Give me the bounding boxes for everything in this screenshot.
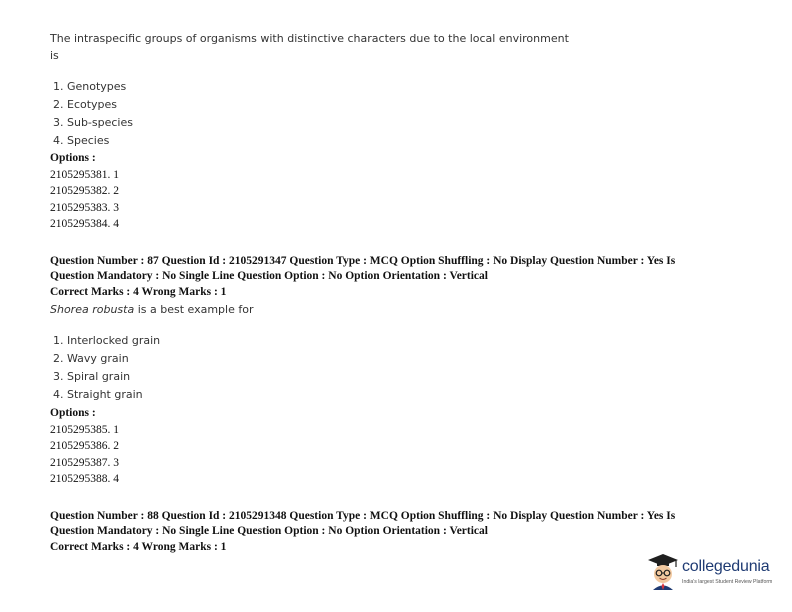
- choice-item: 3. Sub-species: [53, 116, 133, 129]
- question-86-text-line2: is: [50, 49, 59, 62]
- option-id: 2105295383. 3: [50, 201, 119, 214]
- question-87-header: [50, 254, 730, 300]
- question-86-text-line1: The intraspecific groups of organisms with distinctive characters due to the local environment: [50, 32, 569, 45]
- question-87-header-line2: Question Mandatory : No Single Line Question Option : No Option Orientation : Vertical: [50, 270, 488, 282]
- logo-wordmark: collegedunia: [682, 558, 770, 575]
- options-label: Options :: [50, 152, 96, 164]
- collegedunia-logo: [646, 552, 792, 592]
- question-87-header-line1: Question Number : 87 Question Id : 2105291347 Question Type : MCQ Option Shuffling : No Display Question Number : Yes Is: [50, 255, 676, 267]
- choice-item: 2. Wavy grain: [53, 352, 129, 365]
- question-87-text: [50, 303, 730, 316]
- question-87-options: [50, 405, 730, 488]
- option-id: 2105295381. 1: [50, 168, 119, 181]
- option-id: 2105295384. 4: [50, 218, 119, 230]
- choice-item: 4. Straight grain: [53, 388, 143, 401]
- question-88-header-line1: Question Number : 88 Question Id : 2105291348 Question Type : MCQ Option Shuffling : No Display Question Number : Yes Is: [50, 510, 676, 522]
- option-id: 2105295382. 2: [50, 185, 119, 197]
- options-label: Options :: [50, 407, 96, 419]
- choice-item: 1. Interlocked grain: [53, 334, 161, 347]
- question-87-marks: Correct Marks : 4 Wrong Marks : 1: [50, 286, 227, 298]
- option-id: 2105295386. 2: [50, 440, 119, 452]
- question-86-options: [50, 150, 730, 233]
- choice-item: 2. Ecotypes: [53, 98, 118, 111]
- question-86-text: [50, 30, 730, 64]
- choice-item: 4. Species: [53, 134, 110, 147]
- option-id: 2105295385. 1: [50, 423, 119, 436]
- question-87-text-italic: Shorea robusta: [50, 303, 135, 316]
- question-86-choices: [50, 78, 730, 150]
- question-87-text-rest: is a best example for: [134, 303, 254, 316]
- question-88-marks: Correct Marks : 4 Wrong Marks : 1: [50, 541, 227, 553]
- option-id: 2105295387. 3: [50, 456, 119, 469]
- question-88-header: [50, 509, 730, 555]
- student-mascot-icon: [646, 552, 680, 590]
- logo-tagline: India's largest Student Review Platform: [682, 579, 773, 585]
- option-id: 2105295388. 4: [50, 473, 119, 485]
- choice-item: 3. Spiral grain: [53, 370, 131, 383]
- question-88-header-line2: Question Mandatory : No Single Line Question Option : No Option Orientation : Vertical: [50, 525, 488, 537]
- choice-item: 1. Genotypes: [53, 80, 127, 93]
- question-87-choices: [50, 332, 730, 404]
